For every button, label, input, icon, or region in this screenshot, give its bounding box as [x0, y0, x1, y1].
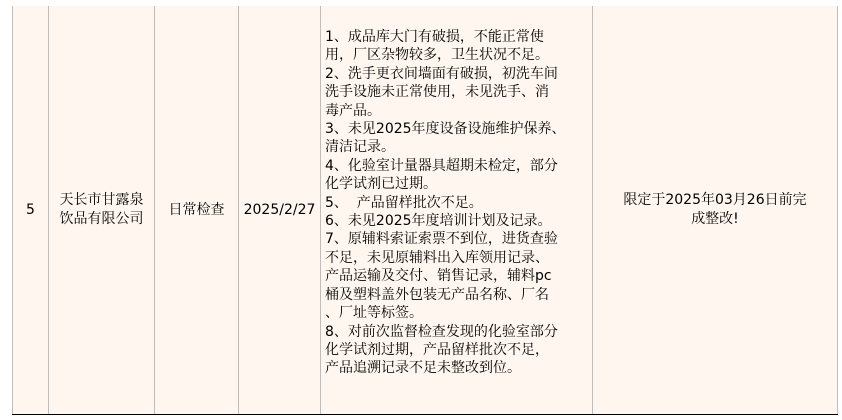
table-row — [12, 6, 838, 414]
issue-line: 洗手设施未正常使用，未见洗手、消 — [325, 84, 549, 101]
issue-line: 产品追溯记录不足未整改到位。 — [325, 360, 521, 377]
issue-line: 桶及塑料盖外包装无产品名称、厂名 — [325, 286, 549, 303]
remedy-deadline: 限定于2025年03月26日前完成整改! — [623, 192, 807, 227]
issue-line: 6、未见2025年度培训计划及记录。 — [325, 213, 552, 230]
issue-line: 2、洗手更衣间墙面有破损，初洗车间 — [325, 65, 558, 82]
issue-line: 3、未见2025年度设备设施维护保养、 — [325, 121, 566, 138]
issues-list — [325, 28, 589, 378]
date-cell — [238, 6, 320, 414]
issue-line: 、厂址等标签。 — [325, 305, 423, 322]
issue-line: 1、成品库大门有破损，不能正常使 — [325, 29, 544, 45]
issues-cell — [320, 6, 592, 414]
issue-line: 5、 产品留样批次不足。 — [325, 194, 483, 211]
issue-line: 7、原辅料索证索票不到位，进货查验 — [325, 231, 558, 248]
index-cell — [12, 6, 48, 414]
inspection-type: 日常检查 — [168, 201, 225, 218]
inspection-type-cell — [154, 6, 238, 414]
issue-line: 不足，未见原辅料出入库领用记录、 — [325, 249, 549, 266]
issue-line: 产品运输及交付、销售记录，辅料pc — [325, 268, 552, 285]
row-index: 5 — [26, 201, 35, 218]
company-cell — [48, 6, 154, 414]
company-name: 天长市甘露泉饮品有限公司 — [59, 192, 144, 227]
issue-line: 毒产品。 — [325, 102, 381, 119]
issue-line: 8、对前次监督检查发现的化验室部分 — [325, 323, 558, 340]
issue-line: 化学试剂已过期。 — [325, 176, 437, 193]
issue-line: 清洁记录。 — [325, 139, 395, 156]
issue-line: 4、化验室计量器具超期未检定，部分 — [325, 157, 558, 174]
inspection-date: 2025/2/27 — [243, 201, 316, 218]
issue-line: 用，厂区杂物较多，卫生状况不足。 — [325, 47, 549, 64]
issue-line: 化学试剂过期，产品留样批次不足， — [325, 341, 549, 358]
remedy-cell — [592, 6, 838, 414]
